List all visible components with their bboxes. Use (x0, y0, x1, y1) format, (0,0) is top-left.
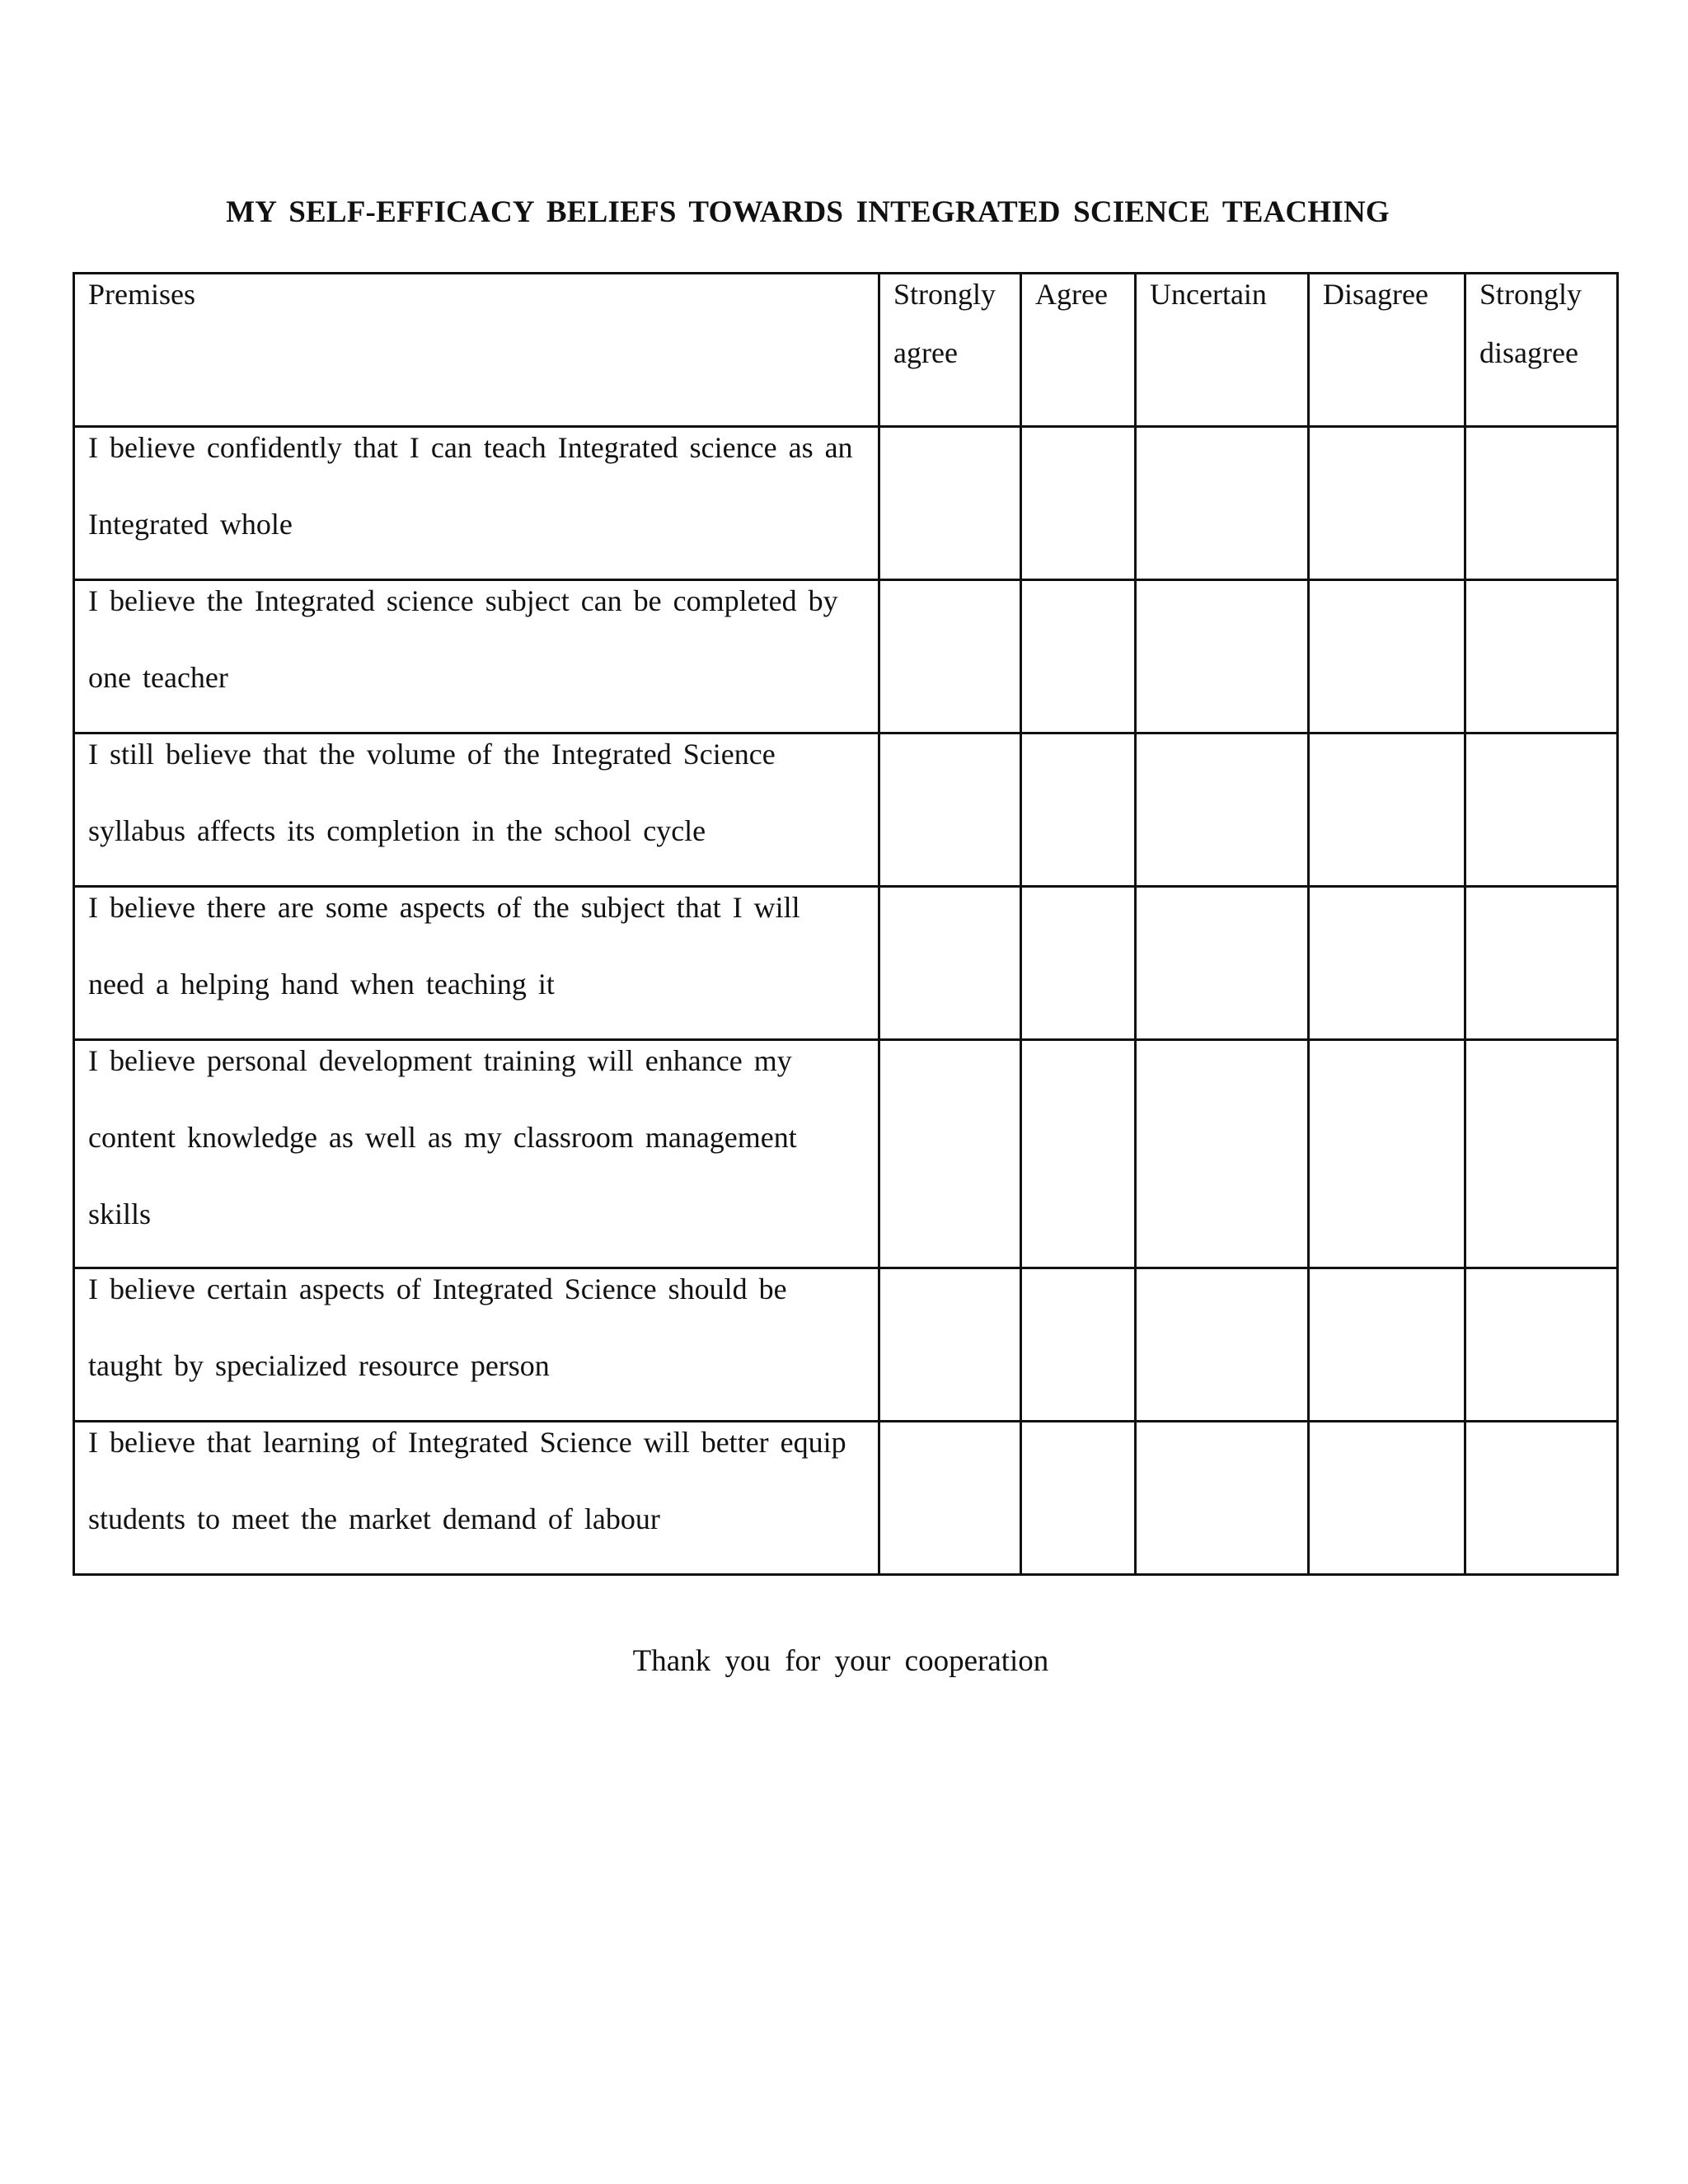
response-cell-uncertain[interactable] (1136, 887, 1309, 1040)
response-cell-strongly-disagree[interactable] (1465, 887, 1618, 1040)
premise-text: I believe personal development training will enhance my content knowledge as well as my classroom management skills (88, 1044, 797, 1230)
response-cell-uncertain[interactable] (1136, 580, 1309, 733)
table-row (74, 580, 1618, 733)
response-cell-agree[interactable] (1021, 1268, 1136, 1422)
response-cell-disagree[interactable] (1309, 887, 1465, 1040)
premise-cell (74, 580, 879, 733)
response-cell-agree[interactable] (1021, 427, 1136, 580)
response-cell-strongly-disagree[interactable] (1465, 733, 1618, 887)
premise-text: I believe there are some aspects of the subject that I will need a helping hand when teaching it (88, 891, 800, 1001)
header-disagree: Disagree (1309, 274, 1465, 427)
response-cell-disagree[interactable] (1309, 580, 1465, 733)
response-cell-agree[interactable] (1021, 733, 1136, 887)
response-cell-disagree[interactable] (1309, 1040, 1465, 1268)
header-agree: Agree (1021, 274, 1136, 427)
premise-cell (74, 1040, 879, 1268)
response-cell-strongly-agree[interactable] (879, 580, 1021, 733)
header-premises: Premises (74, 274, 879, 427)
header-strongly-disagree-line2: disagree (1479, 336, 1578, 369)
premise-cell (74, 887, 879, 1040)
header-row (74, 274, 1618, 427)
response-cell-agree[interactable] (1021, 887, 1136, 1040)
likert-scale-table (73, 272, 1619, 1576)
premise-text: I still believe that the volume of the Integrated Science syllabus affects its completion in the school cycle (88, 738, 776, 847)
premise-text: I believe that learning of Integrated Science will better equip students to meet the market demand of labour (88, 1426, 846, 1535)
response-cell-disagree[interactable] (1309, 427, 1465, 580)
table-row (74, 427, 1618, 580)
premise-cell (74, 1422, 879, 1575)
table-row (74, 1268, 1618, 1422)
header-strongly-agree (879, 274, 1021, 427)
response-cell-strongly-disagree[interactable] (1465, 427, 1618, 580)
response-cell-uncertain[interactable] (1136, 427, 1309, 580)
page-title: MY SELF-EFFICACY BELIEFS TOWARDS INTEGRATED SCIENCE TEACHING (226, 195, 1390, 229)
table-row (74, 887, 1618, 1040)
header-strongly-disagree (1465, 274, 1618, 427)
response-cell-uncertain[interactable] (1136, 733, 1309, 887)
response-cell-strongly-agree[interactable] (879, 887, 1021, 1040)
response-cell-disagree[interactable] (1309, 733, 1465, 887)
response-cell-strongly-disagree[interactable] (1465, 1040, 1618, 1268)
premise-cell (74, 1268, 879, 1422)
response-cell-strongly-disagree[interactable] (1465, 1422, 1618, 1575)
closing-note: Thank you for your cooperation (632, 1644, 1049, 1678)
response-cell-strongly-agree[interactable] (879, 1040, 1021, 1268)
premise-text: I believe certain aspects of Integrated Science should be taught by specialized resource person (88, 1272, 787, 1382)
response-cell-uncertain[interactable] (1136, 1040, 1309, 1268)
header-strongly-disagree-line1: Strongly (1479, 278, 1582, 311)
header-strongly-agree-line1: Strongly (893, 278, 996, 311)
premise-cell (74, 427, 879, 580)
response-cell-strongly-disagree[interactable] (1465, 580, 1618, 733)
response-cell-strongly-agree[interactable] (879, 733, 1021, 887)
response-cell-disagree[interactable] (1309, 1268, 1465, 1422)
premise-cell (74, 733, 879, 887)
response-cell-agree[interactable] (1021, 1422, 1136, 1575)
response-cell-agree[interactable] (1021, 580, 1136, 733)
header-strongly-agree-line2: agree (893, 336, 958, 369)
response-cell-strongly-agree[interactable] (879, 427, 1021, 580)
response-cell-strongly-agree[interactable] (879, 1422, 1021, 1575)
response-cell-disagree[interactable] (1309, 1422, 1465, 1575)
table-row (74, 733, 1618, 887)
response-cell-agree[interactable] (1021, 1040, 1136, 1268)
premise-text: I believe the Integrated science subject can be completed by one teacher (88, 584, 838, 694)
response-cell-uncertain[interactable] (1136, 1422, 1309, 1575)
header-uncertain: Uncertain (1136, 274, 1309, 427)
table-row (74, 1422, 1618, 1575)
response-cell-strongly-agree[interactable] (879, 1268, 1021, 1422)
response-cell-uncertain[interactable] (1136, 1268, 1309, 1422)
premise-text: I believe confidently that I can teach Integrated science as an Integrated whole (88, 431, 853, 541)
table-row (74, 1040, 1618, 1268)
response-cell-strongly-disagree[interactable] (1465, 1268, 1618, 1422)
